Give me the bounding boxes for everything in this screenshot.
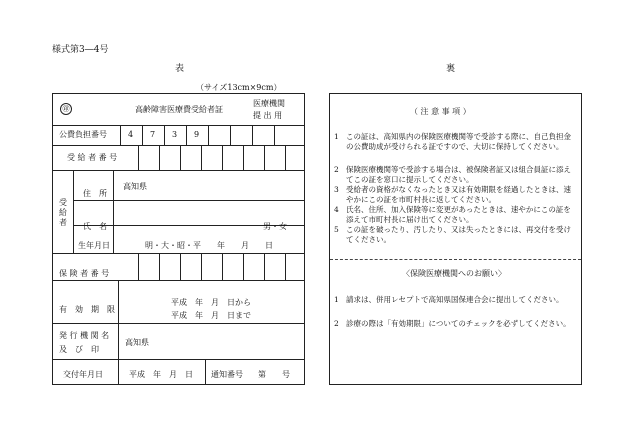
card-title: 高齢障害医療費受給者証 bbox=[135, 105, 223, 114]
payer-number-label: 公費負担番号 bbox=[59, 130, 107, 139]
form-number: 様式第3―4号 bbox=[52, 45, 109, 55]
note-number: 1 bbox=[334, 132, 339, 141]
issuer-label-line2: 及 び 印 bbox=[59, 345, 99, 354]
payer-digit: 7 bbox=[150, 130, 156, 139]
size-note: （サイズ13cm×9cm） bbox=[196, 83, 282, 92]
front-side-label: 表 bbox=[175, 64, 185, 74]
request-text: 診療の際は「有効期限」についてのチェックを必ずしてください。 bbox=[346, 319, 571, 328]
issue-date-value: 平成 年 月 日 bbox=[129, 370, 193, 379]
note-number: 4 bbox=[334, 205, 339, 214]
note-text: 氏名、住所、加入保険等に変更があったときは、速やかにこの証を添えて市町村長に届け出てください。 bbox=[346, 205, 571, 224]
issue-date-label: 交付年月日 bbox=[63, 370, 103, 379]
recipient-vertical-char: 給 bbox=[59, 208, 67, 217]
notice-number-suffix: 第 号 bbox=[258, 370, 290, 379]
medical-institution-line2: 提 出 用 bbox=[253, 111, 283, 120]
recipient-vertical-char: 者 bbox=[59, 218, 67, 227]
note-item bbox=[334, 205, 579, 225]
note-number: 2 bbox=[334, 165, 339, 174]
valid-from: 平成 年 月 日から bbox=[171, 298, 251, 307]
recipient-vertical-label bbox=[58, 198, 68, 228]
medical-institution-line1: 医療機関 bbox=[253, 99, 285, 108]
note-item bbox=[334, 165, 579, 185]
request-item bbox=[334, 319, 579, 339]
request-text: 請求は、併用レセプトで高知県国保連合会に提出してください。 bbox=[346, 295, 564, 304]
note-number: 5 bbox=[334, 225, 339, 234]
issuer-value: 高知県 bbox=[125, 338, 149, 347]
payer-digit: 4 bbox=[128, 130, 134, 139]
dashed-divider bbox=[330, 259, 581, 260]
note-item bbox=[334, 225, 579, 245]
request-title: 〈保険医療機関へのお願い〉 bbox=[402, 269, 506, 278]
front-card bbox=[52, 93, 305, 385]
valid-to: 平成 年 月 日まで bbox=[171, 311, 251, 320]
recipient-number-label: 受 給 者 番 号 bbox=[67, 153, 118, 162]
name-label: 氏 名 bbox=[83, 222, 107, 231]
request-number: 2 bbox=[334, 319, 339, 328]
request-item bbox=[334, 295, 579, 315]
address-value: 高知県 bbox=[123, 182, 147, 191]
address-label: 住 所 bbox=[83, 189, 107, 198]
seal-icon: ㊞ bbox=[60, 103, 72, 115]
note-number: 3 bbox=[334, 185, 339, 194]
valid-period-label: 有 効 期 限 bbox=[59, 305, 115, 314]
notes-title: （ 注 意 事 項 ） bbox=[410, 107, 471, 116]
back-card bbox=[329, 93, 582, 385]
birth-value: 明・大・昭・平 年 月 日 bbox=[145, 241, 273, 250]
note-text: この証を破ったり、汚したり、又は失ったときには、再交付を受けてください。 bbox=[346, 225, 571, 244]
notice-number-label: 通知番号 bbox=[211, 370, 243, 379]
birth-label: 生年月日 bbox=[78, 241, 110, 250]
payer-digit: 9 bbox=[194, 130, 200, 139]
sex-options: 男・女 bbox=[263, 222, 287, 231]
recipient-vertical-char: 受 bbox=[59, 198, 67, 207]
note-text: この証は、高知県内の保険医療機関等で受診する際に、自己負担金の公費助成が受けられる証ですので、大切に保持してください。 bbox=[346, 132, 571, 151]
note-text: 受給者の資格がなくなったとき又は有効期限を経過したときは、速やかにこの証を市町村長に返してください。 bbox=[346, 185, 571, 204]
note-item bbox=[334, 132, 579, 162]
request-number: 1 bbox=[334, 295, 339, 304]
insurer-number-label: 保 険 者 番 号 bbox=[59, 269, 110, 278]
note-text: 保険医療機関等で受診する場合は、被保険者証又は組合員証に添えてこの証を窓口に提示してください。 bbox=[346, 165, 571, 184]
note-item bbox=[334, 185, 579, 205]
payer-digit: 3 bbox=[172, 130, 178, 139]
issuer-label-line1: 発 行 機 関 名 bbox=[59, 331, 110, 340]
back-side-label: 裏 bbox=[446, 64, 456, 74]
